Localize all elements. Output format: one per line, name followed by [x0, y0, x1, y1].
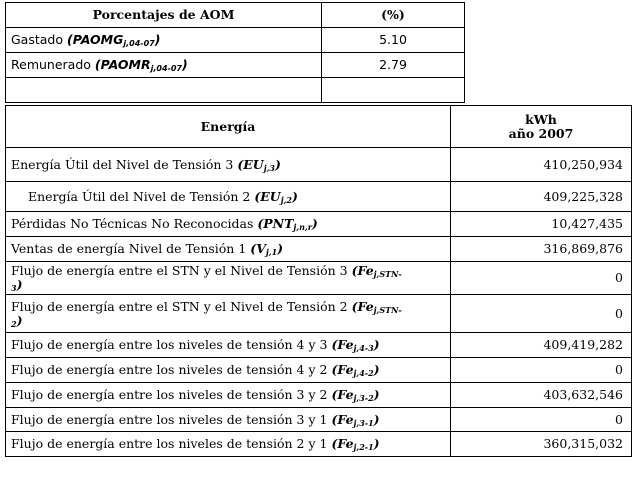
energy-row — [6, 408, 632, 432]
energy-row-label: Energía Útil del Nivel de Tensión 3 $(EU_{j,3})$ — [6, 148, 451, 182]
energy-row — [6, 358, 632, 383]
aom-percentages-table — [5, 2, 465, 103]
energy-row-label: Pérdidas No Técnicas No Reconocidas $(PNT_{j,n,r})$ — [6, 212, 451, 237]
energy-row — [6, 237, 632, 262]
energy-row-label: Ventas de energía Nivel de Tensión 1 $(V_{j,1})$ — [6, 237, 451, 262]
energy-table — [5, 105, 632, 457]
energy-row-label: Flujo de energía entre los niveles de tensión 3 y 2 $(Fe_{j,3-2})$ — [6, 383, 451, 408]
energy-row-value: 0 — [451, 358, 632, 383]
aom-empty-cell — [322, 78, 465, 103]
energy-row — [6, 432, 632, 457]
energy-row-value: 409,225,328 — [451, 182, 632, 212]
energy-header-unit: kWh año 2007 — [451, 106, 632, 148]
energy-row-label: Flujo de energía entre los niveles de tensión 4 y 3 $(Fe_{j,4-3})$ — [6, 333, 451, 358]
energy-row — [6, 212, 632, 237]
aom-header-label: Porcentajes de AOM — [6, 3, 322, 28]
aom-row-remunerado — [6, 53, 465, 78]
energy-row-label: Flujo de energía entre el STN y el Nivel de Tensión 3 ($Fe_{j,STN-}$ $_3$) — [6, 262, 451, 295]
energy-row-value: 316,869,876 — [451, 237, 632, 262]
aom-header-row — [6, 3, 465, 28]
energy-row-value: 0 — [451, 262, 632, 295]
energy-row-value: 0 — [451, 408, 632, 432]
aom-row-value: 5.10 — [322, 28, 465, 53]
energy-row-value: 409,419,282 — [451, 333, 632, 358]
aom-row-label: Gastado $(PAOMG_{j,04-07})$ — [6, 28, 322, 53]
energy-row-value: 10,427,435 — [451, 212, 632, 237]
energy-row-label: Flujo de energía entre el STN y el Nivel de Tensión 2 ($Fe_{j,STN-}$ $_2$) — [6, 295, 451, 333]
energy-row-label: Flujo de energía entre los niveles de tensión 4 y 2 $(Fe_{j,4-2})$ — [6, 358, 451, 383]
aom-empty-row — [6, 78, 465, 103]
energy-row-value: 360,315,032 — [451, 432, 632, 457]
energy-row — [6, 383, 632, 408]
aom-row-value: 2.79 — [322, 53, 465, 78]
energy-row-label: Energía Útil del Nivel de Tensión 2 $(EU_{j,2})$ — [6, 182, 451, 212]
energy-row-label: Flujo de energía entre los niveles de tensión 2 y 1 $(Fe_{j,2-1})$ — [6, 432, 451, 457]
energy-row — [6, 262, 632, 295]
energy-row-value: 403,632,546 — [451, 383, 632, 408]
energy-row — [6, 182, 632, 212]
energy-header-row — [6, 106, 632, 148]
aom-header-unit: (%) — [322, 3, 465, 28]
aom-row-label: Remunerado $(PAOMR_{j,04-07})$ — [6, 53, 322, 78]
energy-row-value: 410,250,934 — [451, 148, 632, 182]
energy-row — [6, 148, 632, 182]
energy-header-label: Energía — [6, 106, 451, 148]
aom-row-gastado — [6, 28, 465, 53]
energy-row — [6, 333, 632, 358]
energy-row-value: 0 — [451, 295, 632, 333]
energy-row — [6, 295, 632, 333]
aom-empty-cell — [6, 78, 322, 103]
energy-row-label: Flujo de energía entre los niveles de tensión 3 y 1 $(Fe_{j,3-1})$ — [6, 408, 451, 432]
